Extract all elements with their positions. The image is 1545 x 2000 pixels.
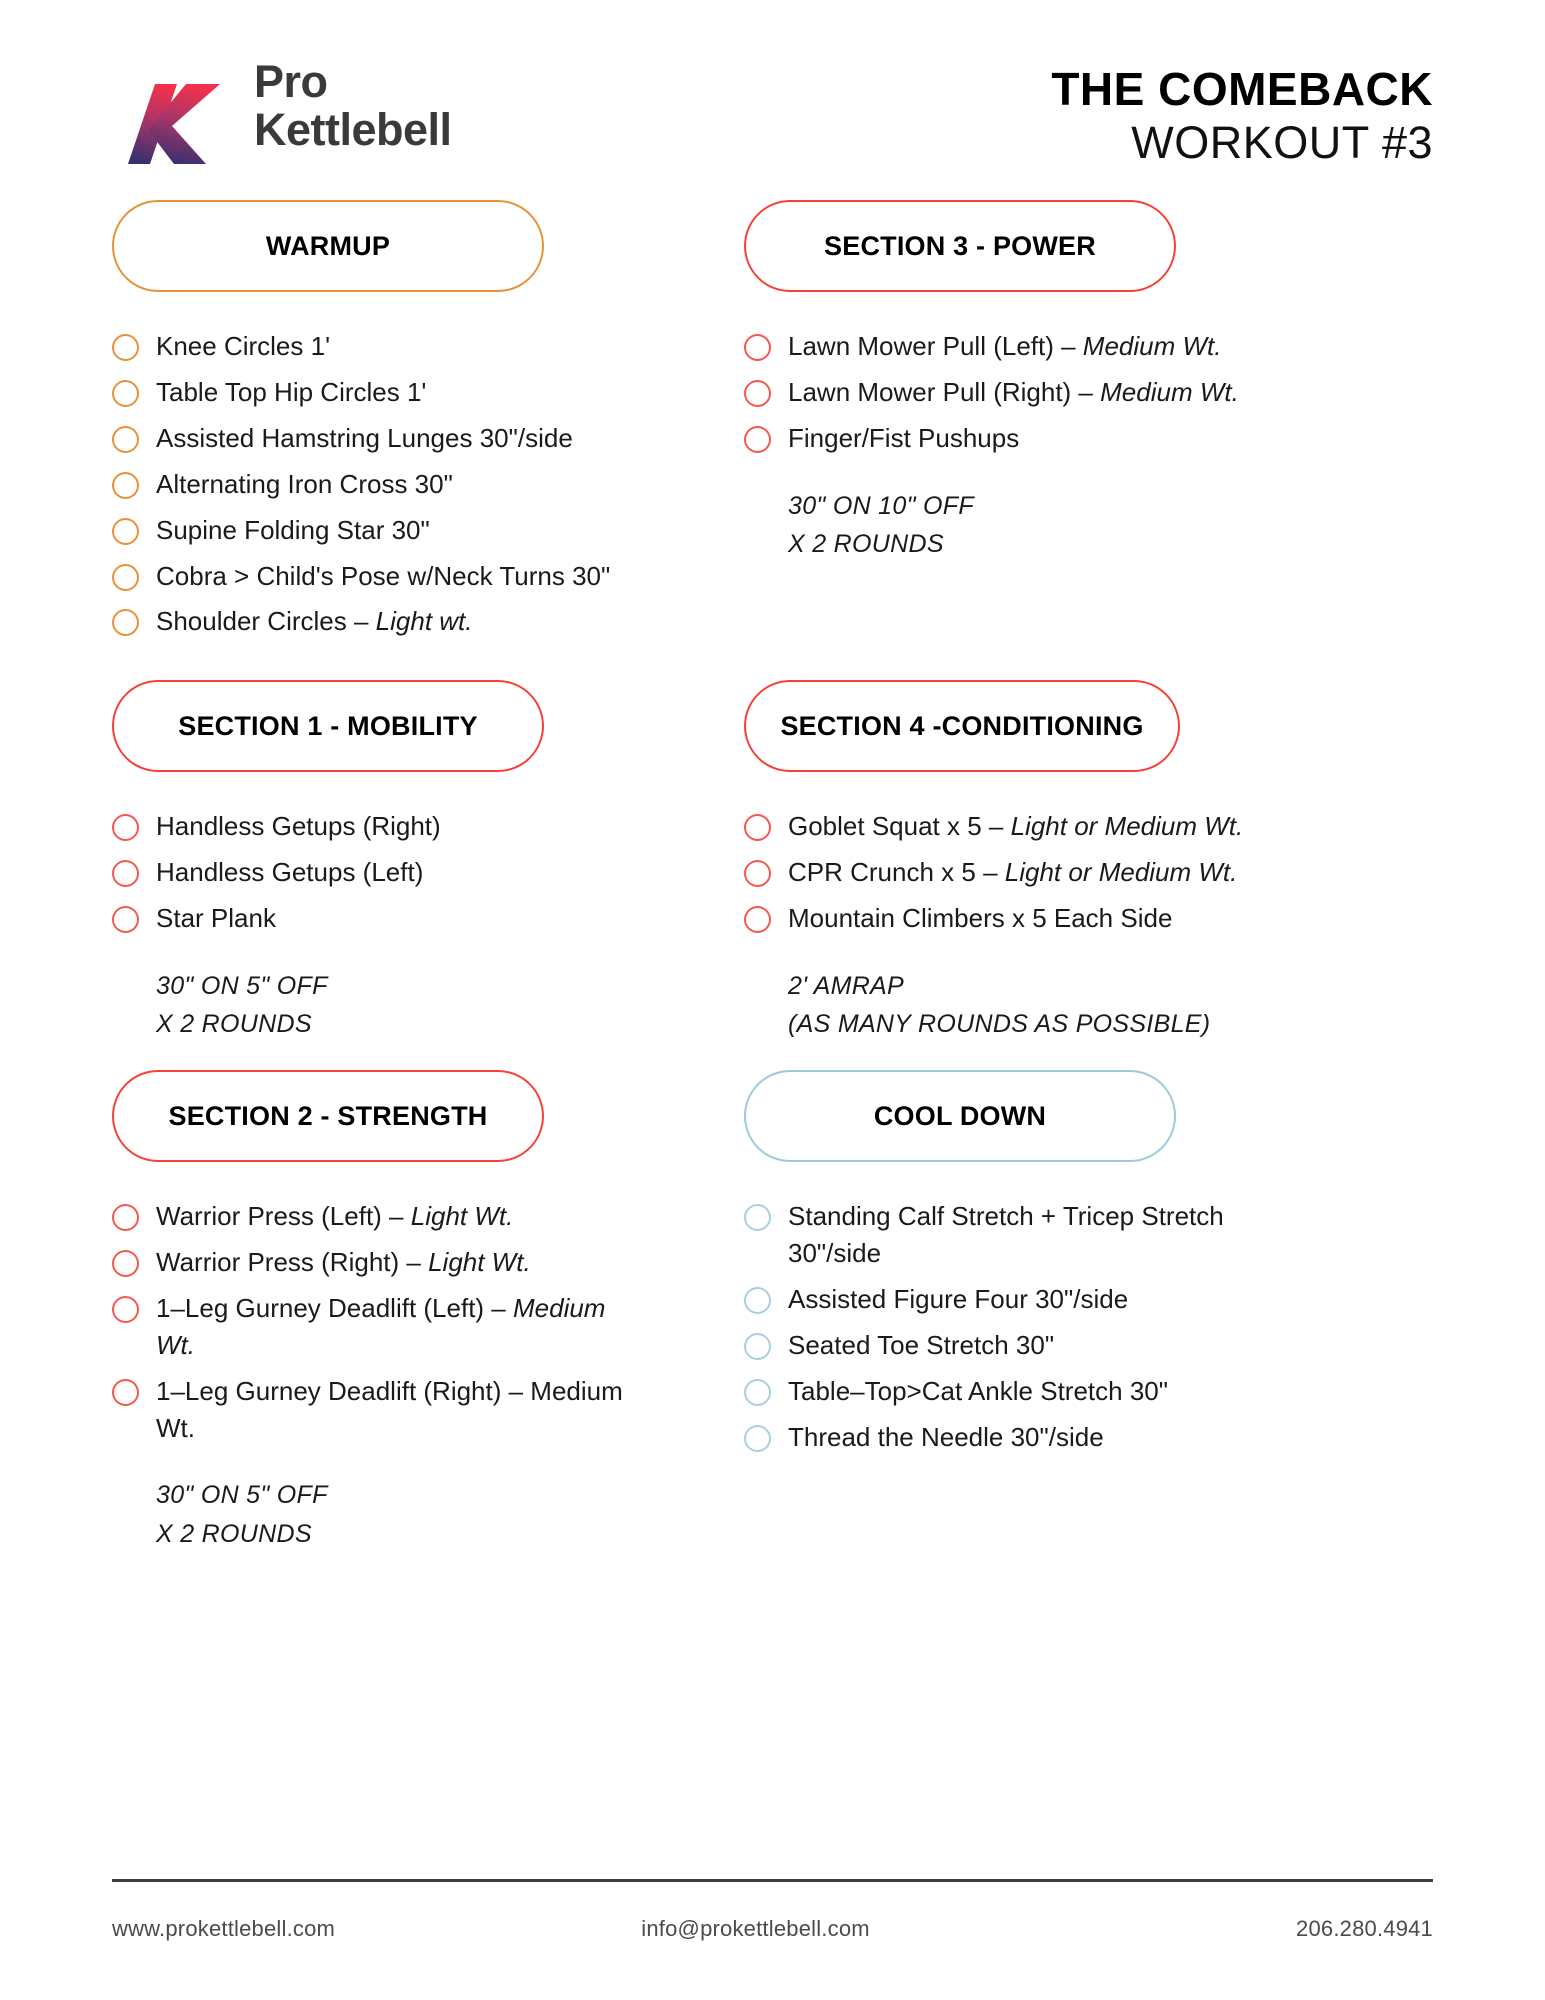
exercise-weight-note: Medium Wt.	[156, 1292, 606, 1360]
exercise-label: Assisted Figure Four 30"/side	[788, 1283, 1129, 1314]
exercise-checkbox[interactable]	[112, 1250, 139, 1277]
exercise-checkbox[interactable]	[112, 1204, 139, 1231]
note-line: X 2 ROUNDS	[788, 530, 944, 559]
exercise-label: Warrior Press (Left) – Light Wt.	[156, 1201, 514, 1231]
section-header-section-4-conditioning	[744, 680, 1180, 772]
exercise-checkbox[interactable]	[744, 1333, 771, 1360]
section-title: COOL DOWN	[873, 1100, 1047, 1131]
section-header-section-2-strength	[112, 1070, 544, 1162]
exercise-checkbox[interactable]	[112, 609, 139, 636]
section-block-cool-down	[744, 1070, 1280, 1452]
exercise-checkbox[interactable]	[112, 380, 139, 407]
exercise-label: Warrior Press (Right) – Light Wt.	[156, 1246, 531, 1277]
exercise-item[interactable]	[744, 1327, 1280, 1364]
exercise-item[interactable]	[112, 1373, 648, 1447]
section-notes-section-4-conditioning	[744, 967, 1280, 1045]
exercise-checkbox[interactable]	[744, 334, 771, 361]
exercise-checkbox[interactable]	[112, 860, 139, 887]
exercise-item[interactable]	[112, 854, 648, 891]
exercise-item[interactable]	[112, 420, 648, 457]
exercise-item[interactable]	[744, 1198, 1280, 1272]
exercise-checkbox[interactable]	[744, 1287, 771, 1314]
exercise-label: Knee Circles 1'	[156, 331, 331, 361]
brand-name	[254, 58, 452, 153]
exercise-weight-note: Light or Medium Wt.	[1010, 811, 1244, 841]
exercise-label: Mountain Climbers x 5 Each Side	[788, 902, 1173, 933]
exercise-list-section-2-strength	[112, 1198, 648, 1446]
exercise-list-section-1-mobility	[112, 808, 648, 937]
brand-lockup	[128, 48, 452, 164]
exercise-checkbox[interactable]	[744, 426, 771, 453]
brand-line-1: Pro	[254, 56, 328, 108]
exercise-checkbox[interactable]	[744, 814, 771, 841]
exercise-item[interactable]	[112, 374, 648, 411]
exercise-label: Table Top Hip Circles 1'	[156, 376, 427, 407]
exercise-label: Star Plank	[156, 902, 276, 933]
exercise-label: Lawn Mower Pull (Right) – Medium Wt.	[788, 376, 1239, 407]
note-line: 2' AMRAP	[788, 971, 904, 1000]
section-header-warmup	[112, 200, 544, 292]
workout-number: WORKOUT #3	[1131, 116, 1433, 168]
section-header-section-1-mobility	[112, 680, 544, 772]
exercise-label: Shoulder Circles – Light wt.	[156, 606, 473, 637]
page-title: THE COMEBACK	[1051, 63, 1433, 115]
exercise-checkbox[interactable]	[112, 906, 139, 933]
section-notes-section-2-strength	[112, 1476, 648, 1554]
note-line: 30" ON 5" OFF	[156, 971, 328, 1000]
exercise-label: Handless Getups (Left)	[156, 856, 424, 887]
exercise-checkbox[interactable]	[744, 860, 771, 887]
exercise-item[interactable]	[112, 900, 648, 937]
exercise-list-section-3-power	[744, 328, 1280, 457]
footer-website[interactable]: www.prokettlebell.com	[112, 1916, 336, 1941]
exercise-label: 1–Leg Gurney Deadlift (Left) – Medium Wt.	[156, 1292, 606, 1360]
exercise-checkbox[interactable]	[744, 1425, 771, 1452]
exercise-checkbox[interactable]	[744, 906, 771, 933]
section-block-section-4-conditioning	[744, 680, 1280, 1070]
exercise-weight-note: Light or Medium Wt.	[1004, 856, 1238, 887]
right-column	[744, 200, 1280, 1452]
footer-divider	[112, 1879, 1433, 1882]
exercise-item[interactable]	[744, 328, 1280, 365]
exercise-checkbox[interactable]	[112, 472, 139, 499]
section-notes-section-1-mobility	[112, 967, 648, 1045]
section-block-section-1-mobility	[112, 680, 648, 1070]
pro-kettlebell-k-logo-icon	[128, 48, 232, 164]
exercise-item[interactable]	[112, 603, 648, 640]
note-line: 30" ON 5" OFF	[156, 1481, 328, 1510]
exercise-label: Table–Top>Cat Ankle Stretch 30"	[788, 1375, 1168, 1406]
exercise-item[interactable]	[744, 1419, 1280, 1456]
exercise-item[interactable]	[744, 854, 1280, 891]
exercise-checkbox[interactable]	[112, 334, 139, 361]
footer-phone[interactable]: 206.280.4941	[1296, 1916, 1433, 1941]
exercise-weight-note: Light Wt.	[428, 1246, 531, 1277]
title-block	[1051, 48, 1433, 169]
section-title: SECTION 4 -CONDITIONING	[780, 710, 1144, 741]
exercise-weight-note: Light Wt.	[410, 1201, 514, 1231]
exercise-checkbox[interactable]	[744, 1379, 771, 1406]
exercise-list-cool-down	[744, 1198, 1280, 1455]
section-block-section-3-power	[744, 200, 1280, 680]
exercise-weight-note: Medium Wt.	[1082, 331, 1222, 361]
exercise-checkbox[interactable]	[112, 814, 139, 841]
exercise-item[interactable]	[112, 466, 648, 503]
exercise-checkbox[interactable]	[112, 426, 139, 453]
exercise-item[interactable]	[744, 1281, 1280, 1318]
sections-grid	[0, 200, 1545, 1549]
exercise-label: Goblet Squat x 5 – Light or Medium Wt.	[788, 811, 1244, 841]
exercise-checkbox[interactable]	[112, 1296, 139, 1323]
section-header-cool-down	[744, 1070, 1176, 1162]
exercise-list-section-4-conditioning	[744, 808, 1280, 937]
exercise-label: Assisted Hamstring Lunges 30"/side	[156, 422, 573, 453]
exercise-label: Lawn Mower Pull (Left) – Medium Wt.	[788, 331, 1222, 361]
exercise-label: Supine Folding Star 30"	[156, 514, 430, 545]
exercise-item[interactable]	[744, 1373, 1280, 1410]
exercise-label: Seated Toe Stretch 30"	[788, 1329, 1055, 1360]
section-block-section-2-strength	[112, 1070, 648, 1549]
exercise-label: Finger/Fist Pushups	[788, 422, 1020, 453]
note-line: (AS MANY ROUNDS AS POSSIBLE)	[788, 1010, 1211, 1039]
exercise-checkbox[interactable]	[744, 1204, 771, 1231]
section-title: SECTION 2 - STRENGTH	[168, 1100, 488, 1131]
exercise-checkbox[interactable]	[744, 380, 771, 407]
page-header	[0, 0, 1545, 200]
exercise-item[interactable]	[744, 374, 1280, 411]
exercise-item[interactable]	[112, 558, 648, 595]
note-line: X 2 ROUNDS	[156, 1520, 312, 1549]
exercise-label: Standing Calf Stretch + Tricep Stretch 30"/side	[788, 1201, 1224, 1268]
footer-email[interactable]: info@prokettlebell.com	[641, 1916, 870, 1941]
exercise-item[interactable]	[744, 900, 1280, 937]
section-header-section-3-power	[744, 200, 1176, 292]
exercise-label: Alternating Iron Cross 30"	[156, 468, 453, 499]
exercise-item[interactable]	[744, 808, 1280, 845]
exercise-label: Handless Getups (Right)	[156, 811, 441, 841]
left-column	[112, 200, 648, 1549]
exercise-list-warmup	[112, 328, 648, 640]
exercise-label: Cobra > Child's Pose w/Neck Turns 30"	[156, 560, 611, 591]
exercise-item[interactable]	[112, 808, 648, 845]
exercise-item[interactable]	[744, 420, 1280, 457]
exercise-item[interactable]	[112, 328, 648, 365]
section-title: WARMUP	[265, 230, 391, 261]
brand-line-2: Kettlebell	[254, 104, 452, 155]
exercise-weight-note: Light wt.	[375, 606, 473, 637]
exercise-item[interactable]	[112, 1290, 648, 1364]
exercise-item[interactable]	[112, 1198, 648, 1235]
note-line: X 2 ROUNDS	[156, 1010, 312, 1039]
section-block-warmup	[112, 200, 648, 680]
exercise-label: CPR Crunch x 5 – Light or Medium Wt.	[788, 856, 1238, 887]
exercise-label: 1–Leg Gurney Deadlift (Right) – Medium Wt.	[156, 1375, 623, 1443]
section-title: SECTION 3 - POWER	[824, 230, 1096, 261]
section-notes-section-3-power	[744, 487, 1280, 565]
exercise-item[interactable]	[112, 1244, 648, 1281]
section-title: SECTION 1 - MOBILITY	[178, 710, 478, 741]
exercise-checkbox[interactable]	[112, 1379, 139, 1406]
exercise-label: Thread the Needle 30"/side	[788, 1421, 1104, 1452]
note-line: 30" ON 10" OFF	[788, 491, 974, 520]
exercise-checkbox[interactable]	[112, 518, 139, 545]
page-footer	[112, 1879, 1433, 1942]
exercise-weight-note: Medium Wt.	[1100, 376, 1239, 407]
exercise-checkbox[interactable]	[112, 564, 139, 591]
exercise-item[interactable]	[112, 512, 648, 549]
